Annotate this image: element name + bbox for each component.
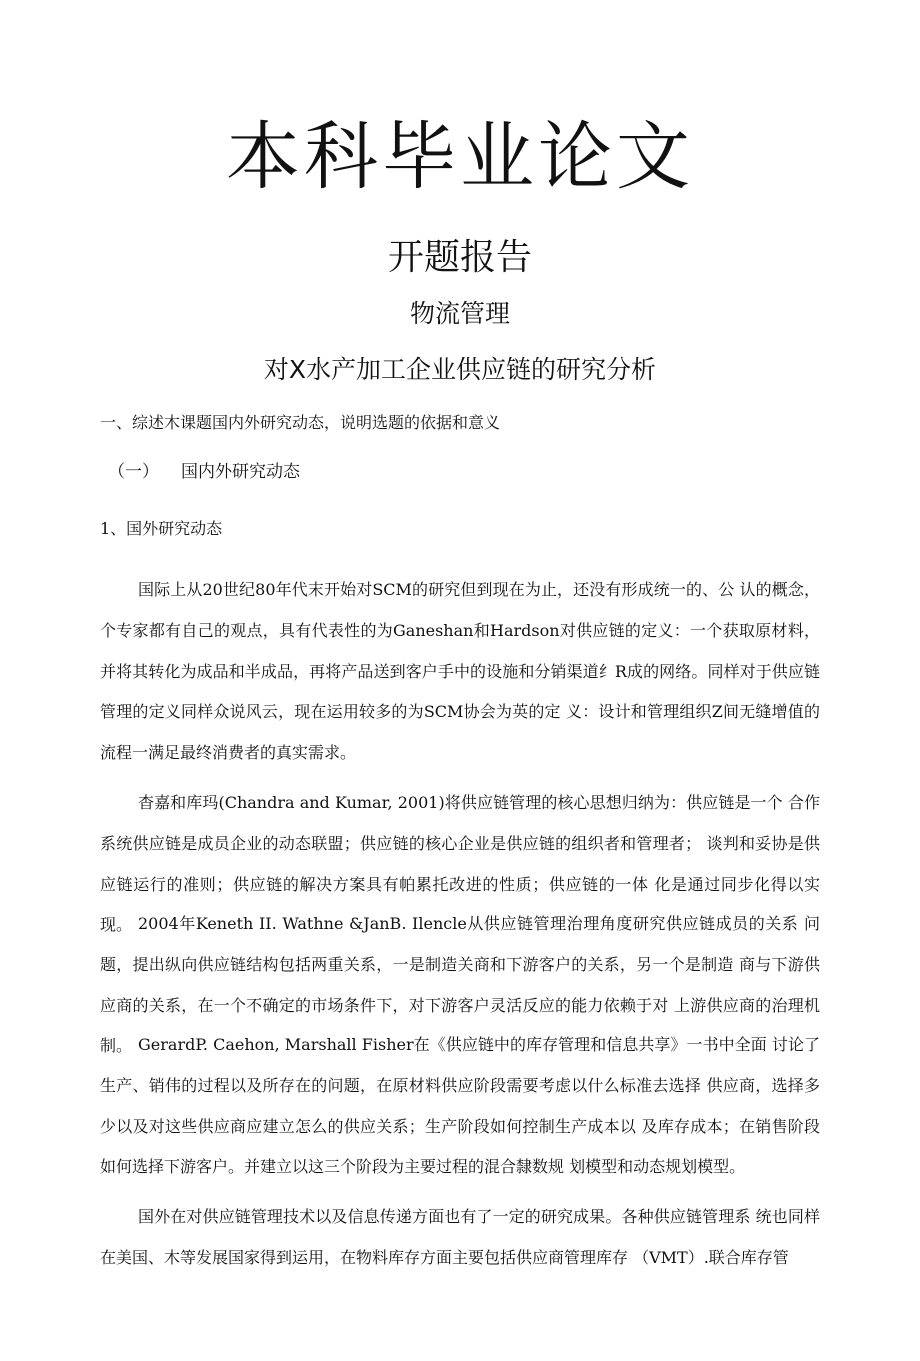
- body-paragraph: 国外在对供应链管理技术以及信息传递方面也有了一定的研究成果。各种供应链管理系 统也同样在美国、木等发展国家得到运用，在物料库存方面主要包括供应商管理库存 （VMT）.联合库存管: [100, 1207, 820, 1267]
- body-paragraph: 杳嘉和库玛(Chandra and Kumar, 2001)将供应链管理的核心思想归纳为：供应链是一个 合作系统供应链是成员企业的动态联盟；供应链的核心企业是供应链的组织者和管理者； 谈判和妥协是供应链运行的准则；供应链的解决方案具有帕累托改进的性质；供应链的一体 化是通过同步化得以实现。: [100, 793, 820, 935]
- sub-heading-number: （一）: [108, 462, 159, 482]
- sub-heading-text: 国内外研究动态: [181, 462, 300, 482]
- item-heading: 1、国外研究动态: [100, 519, 223, 538]
- sub-heading: [108, 458, 300, 486]
- section-heading: 一、综述木课题国内外研究动态，说明选题的依据和意义: [100, 413, 501, 432]
- body-paragraph: 国际上从20世纪80年代末开始对SCM的研究但到现在为止，还没有形成统一的、公 认的概念，个专家都有自己的观点，具有代表性的为Ganeshan和Hardson对供应链的定义：一个获取原材料，并将其转化为成品和半成品，再将产品送到客户手中的设施和分销渠道纟R成的网络。同样对于供应链管理的定义同样众说风云，现在运用较多的为SCM协会为英的定 义：设计和管理组织Z间无缝增值的流程一满足最终消费者的真实需求。: [100, 580, 820, 763]
- report-subtitle: 开题报告: [387, 237, 532, 278]
- thesis-topic: 对X水产加工企业供应链的研究分析: [263, 355, 657, 384]
- body-paragraph: 2004年Keneth II. Wathne &JanB. Ilencle从供应链管理治理角度研究供应链成员的关系 问题，提出纵向供应链结构包括两重关系，一是制造关商和下游客户的关系，另一个是制造 商与下游供应商的关系，在一个不确定的市场条件下，对下游客户灵活反应的能力依赖于对 上游供应商的治理机制。: [100, 914, 820, 1056]
- body-paragraph: GerardP. Caehon, Marshall Fisher在《供应链中的库存管理和信息共享》一书中全面 讨论了生产、销伟的过程以及所存在的问题，在原材料供应阶段需要考虑以什么标准去选择 供应商，选择多少以及对这些供应商应建立怎么的供应关系；生产阶段如何控制生产成本以 及库存成本；在销售阶段如何选择下游客户。并建立以这三个阶段为主要过程的混合隸数规 划模型和动态规划模型。: [100, 1035, 820, 1177]
- thesis-title: 本科毕业论文: [226, 114, 694, 200]
- major-name: 物流管理: [409, 299, 510, 328]
